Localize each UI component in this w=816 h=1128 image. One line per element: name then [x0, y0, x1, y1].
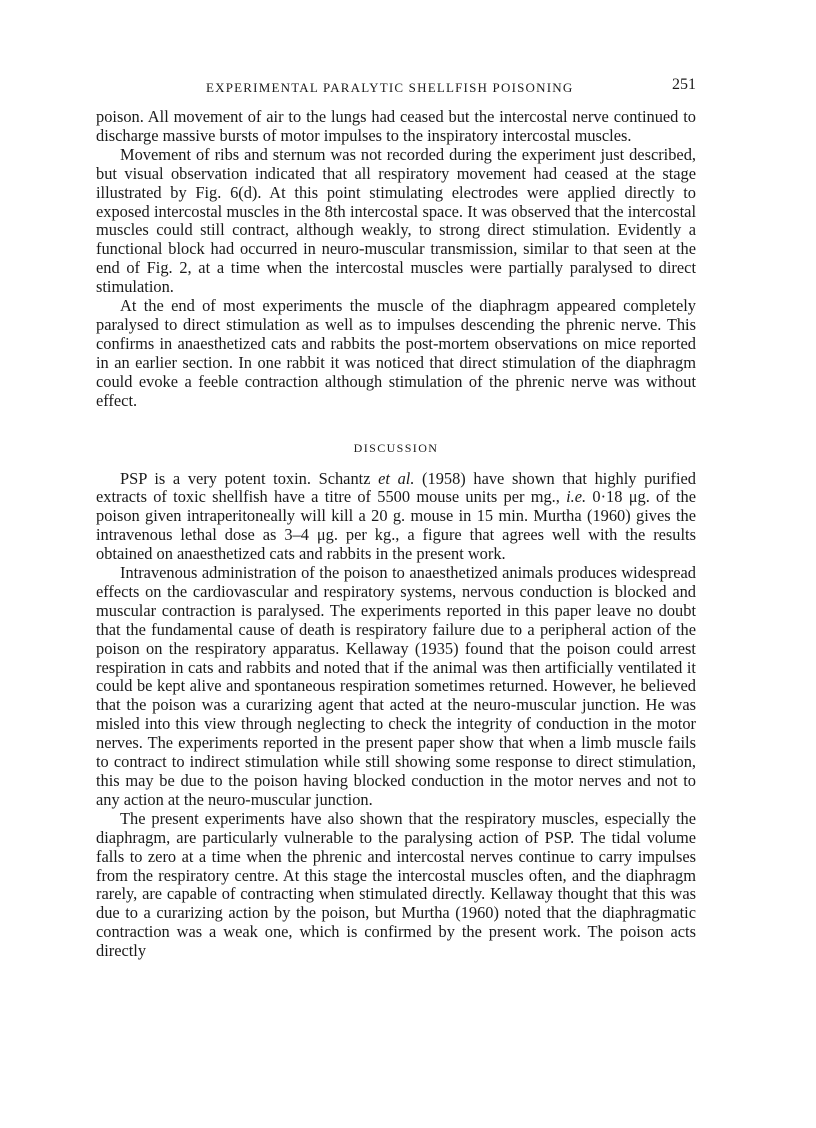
paragraph-continuation: poison. All movement of air to the lungs had ceased but the intercostal nerve continued to discharge massive bursts of motor impulses to the inspiratory intercostal muscles. [96, 107, 696, 145]
paragraph-rib-movement: Movement of ribs and sternum was not recorded during the experiment just described, but visual observation indicated that all respiratory movement had ceased at the stage illustrated by Fig. 6(d). At this point stimulating electrodes were applied directly to exposed intercostal muscles in the 8th intercostal space. It was observed that the intercostal muscles could still contract, although weakly, to strong direct stimulation. Evidently a functional block had occurred in neuro-muscular transmission, similar to that seen at the end of Fig. 2, at a time when the intercostal muscles were partially paralysed to direct stimulation. [96, 144, 696, 297]
paragraph-diaphragm: At the end of most experiments the muscle of the diaphragm appeared completely paralysed to direct stimulation as well as to impulses descending the phrenic nerve. This confirms in anaesthetized cats and rabbits the post-mortem observations on mice reported in an earlier section. In one rabbit it was noticed that direct stimulation of the diaphragm could evoke a feeble contraction although stimulation of the phrenic nerve was without effect. [96, 296, 696, 410]
text-run: 0·18 μg. of the poison given intraperitoneally will kill a 20 g. mouse in 15 min. Murtha (1960) gives the intravenous lethal dose as 3–4 μg. per kg., a figure that agrees well with the results obtained on anaesthetized cats and rabbits in the present work. [96, 487, 696, 564]
text-run: (1958) have shown that highly purified extracts of toxic shellfish have a titre of 5500 mouse units per mg., [96, 468, 696, 507]
italic-term: i.e. [566, 487, 587, 507]
paragraph-potency [96, 470, 696, 565]
journal-page [96, 72, 696, 961]
running-title: EXPERIMENTAL PARALYTIC SHELLFISH POISONING [206, 80, 574, 95]
paragraph-intravenous: Intravenous administration of the poison to anaesthetized animals produces widespread effects on the cardiovascular and respiratory systems, nervous conduction is blocked and muscular contraction is paralysed. The experiments reported in this paper leave no doubt that the fundamental cause of death is respiratory failure due to a peripheral action of the poison on the respiratory apparatus. Kellaway (1935) found that the poison could arrest respiration in cats and rabbits and noted that if the animal was then artificially ventilated it could be kept alive and spontaneous respiration sometimes returned. However, he believed that the poison was a curarizing agent that acted at the neuro-muscular junction. He was misled into this view through neglecting to check the integrity of conduction in the motor nerves. The experiments reported in the present paper show that when a limb muscle fails to contract to indirect stimulation while still showing some response to direct stimulation, this may be due to the poison having blocked conduction in the motor nerves and not to any action at the neuro-muscular junction. [96, 563, 696, 809]
running-head [96, 72, 696, 98]
body-text [96, 108, 696, 961]
page-number: 251 [672, 76, 696, 93]
text-run: PSP is a very potent toxin. Schantz [120, 468, 379, 488]
section-heading-discussion: DISCUSSION [353, 440, 439, 455]
paragraph-respiratory-muscles: The present experiments have also shown that the respiratory muscles, especially the diaphragm, are particularly vulnerable to the paralysing action of PSP. The tidal volume falls to zero at a time when the phrenic and intercostal nerves continue to carry impulses from the respiratory centre. At this stage the intercostal muscles often, and the diaphragm rarely, are capable of contracting when stimulated directly. Kellaway thought that this was due to a curarizing action by the poison, but Murtha (1960) noted that the diaphragmatic contraction was a weak one, which is confirmed by the present work. The poison acts directly [96, 808, 696, 961]
italic-term: et al. [378, 468, 415, 488]
